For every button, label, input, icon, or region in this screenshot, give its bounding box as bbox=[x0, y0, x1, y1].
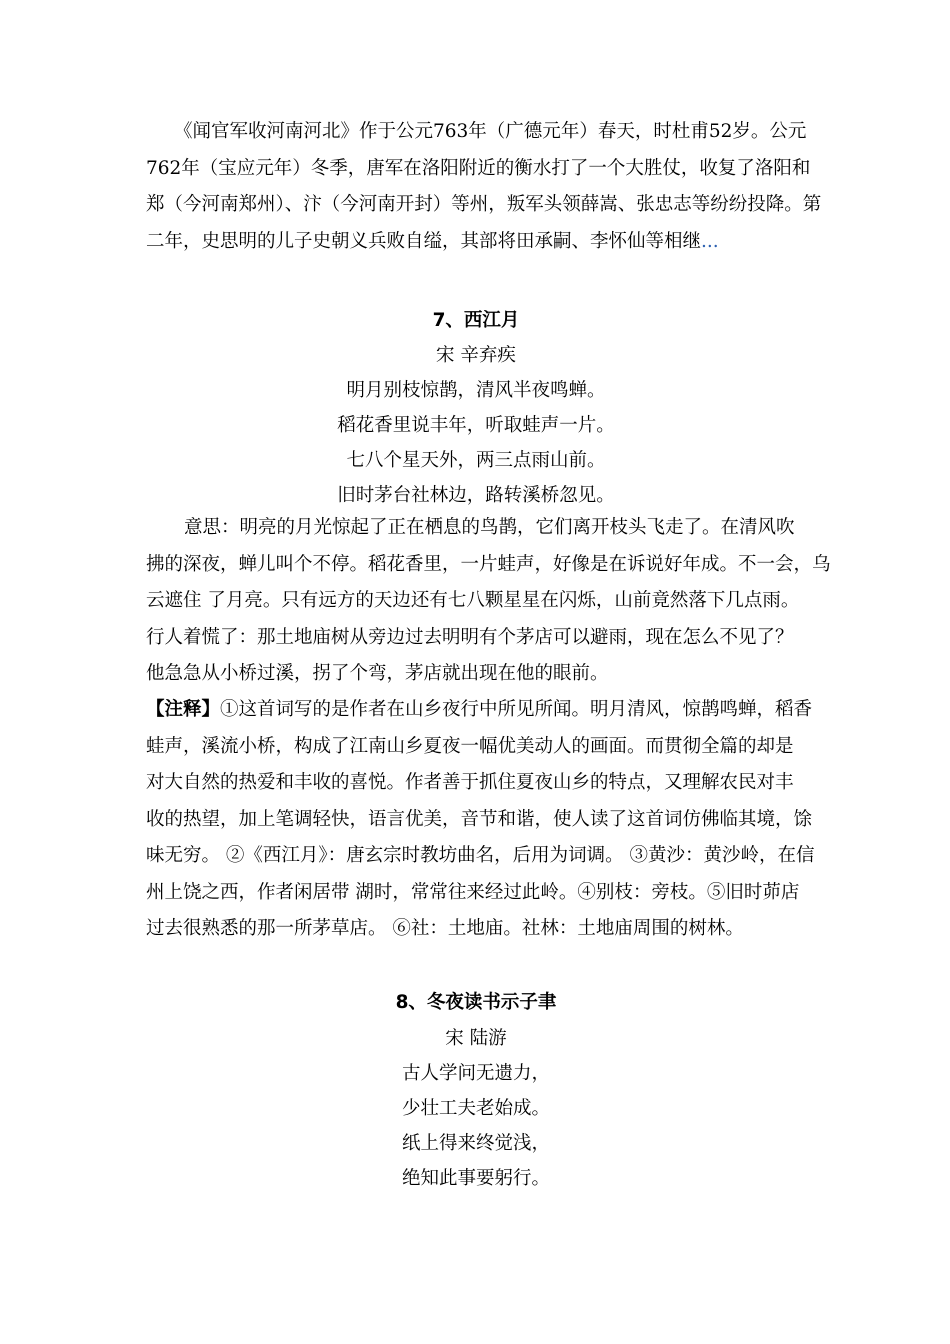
poem8-title: 8、冬夜读书示子聿 bbox=[395, 992, 557, 1013]
intro-line: 郑（今河南郑州）、汴（今河南开封）等州，叛军头领薛嵩、张忠志等纷纷投降。第 bbox=[146, 194, 822, 215]
note-label: 【注释】 bbox=[146, 699, 221, 720]
intro-paragraph bbox=[146, 114, 822, 260]
meaning-line: 他急急从小桥过溪，拐了个弯，茅店就出现在他的眼前。 bbox=[146, 663, 609, 684]
poem8-verse: 少壮工夫老始成。 bbox=[401, 1098, 550, 1119]
poem8-verse: 纸上得来终觉浅， bbox=[401, 1133, 550, 1154]
intro-line-text: 二年，史思明的儿子史朝义兵败自缢，其部将田承嗣、李怀仙等相继 bbox=[146, 230, 702, 252]
intro-line bbox=[146, 224, 806, 261]
poem7-author: 宋 辛弃疾 bbox=[436, 345, 516, 366]
note-text: ①这首词写的是作者在山乡夜行中所见所闻。明月清风，惊鹊鸣蝉，稻香 bbox=[220, 699, 813, 720]
meaning-line: 云遮住 了月亮。只有远方的天边还有七八颗星星在闪烁，山前竟然落下几点雨。 bbox=[146, 590, 800, 611]
note-line: 味无穷。 ②《西江月》：唐玄宗时教坊曲名，后用为词调。 ③黄沙：黄沙岭，在信 bbox=[146, 845, 815, 866]
meaning-line: 行人着慌了：那土地庙树从旁边过去明明有个茅店可以避雨，现在怎么不见了？ bbox=[146, 626, 794, 648]
poem7-verse: 明月别枝惊鹊，清风半夜鸣蝉。 bbox=[346, 380, 606, 401]
poem7-verse: 七八个星天外，两三点雨山前。 bbox=[346, 450, 606, 471]
note-line: 过去很熟悉的那一所茅草店。 ⑥社：土地庙。社林：土地庙周围的树林。 bbox=[146, 918, 744, 939]
poem8-verse: 古人学问无遗力， bbox=[401, 1063, 550, 1084]
poem8-verse: 绝知此事要躬行。 bbox=[401, 1168, 550, 1189]
poem7-notes bbox=[146, 692, 815, 948]
note-line: 州上饶之西，作者闲居带 湖时，常常往来经过此岭。④别枝：旁枝。⑤旧时茆店 bbox=[146, 881, 800, 903]
poem7-verse: 旧时茅台社林边，路转溪桥忽见。 bbox=[337, 485, 615, 506]
note-line bbox=[146, 692, 813, 729]
poem8-author: 宋 陆游 bbox=[445, 1028, 507, 1049]
poem7-meaning bbox=[146, 510, 831, 693]
poem7-title: 7、西江月 bbox=[432, 310, 520, 331]
note-line: 对大自然的热爱和丰收的喜悦。作者善于抓住夏夜山乡的特点，又理解农民对丰 bbox=[146, 772, 794, 793]
note-line: 收的热望，加上笔调轻快，语言优美，音节和谐，使人读了这首词仿佛临其境，馀 bbox=[146, 808, 813, 830]
meaning-line: 拂的深夜，蝉儿叫个不停。稻花香里，一片蛙声，好像是在诉说好年成。不一会，乌 bbox=[146, 553, 831, 575]
poem7-verse: 稻花香里说丰年，听取蛙声一片。 bbox=[337, 415, 615, 436]
intro-line: 《闻官军收河南河北》作于公元763年（广德元年）春天，时杜甫52岁。公元 bbox=[174, 121, 807, 142]
meaning-line: 意思：明亮的月光惊起了正在栖息的鸟鹊，它们离开枝头飞走了。在清风吹 bbox=[184, 517, 795, 538]
note-line: 蛙声，溪流小桥，构成了江南山乡夏夜一幅优美动人的画面。而贯彻全篇的却是 bbox=[146, 735, 794, 757]
read-more-ellipsis[interactable]: ... bbox=[701, 230, 719, 252]
intro-line: 762年（宝应元年）冬季，唐军在洛阳附近的衡水打了一个大胜仗，收复了洛阳和 bbox=[146, 157, 811, 179]
